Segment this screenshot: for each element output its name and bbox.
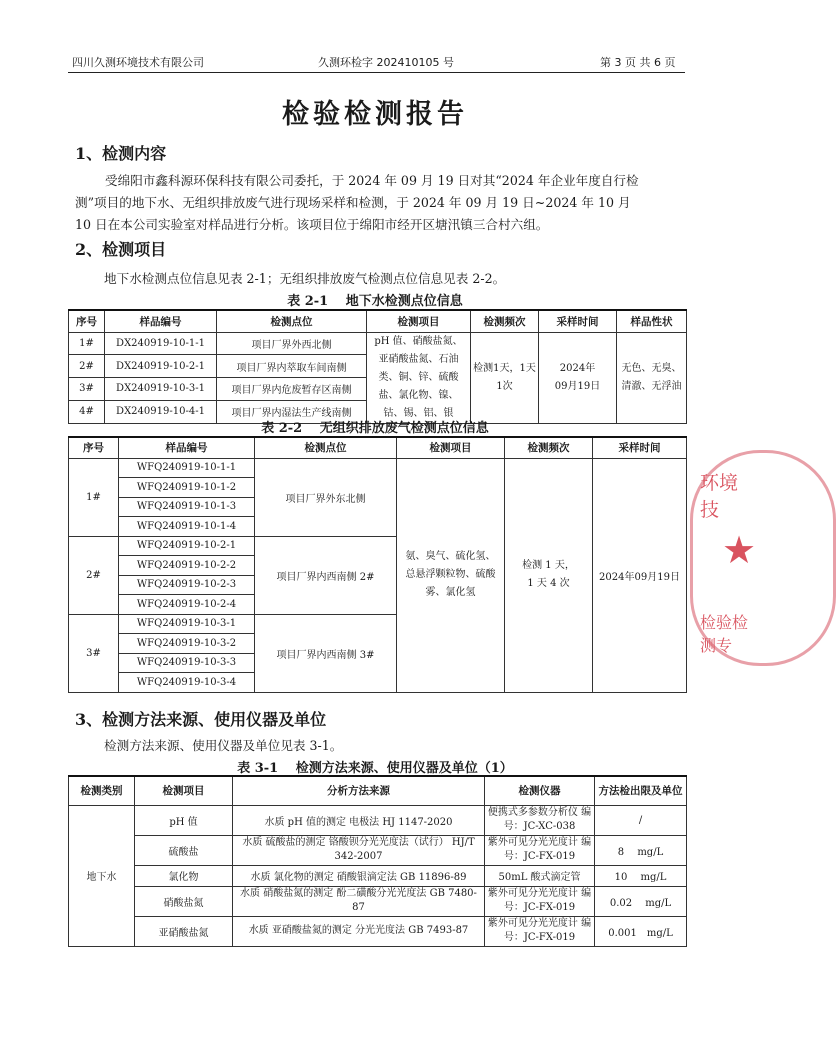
table-2-1-caption: 表 2-1 地下水检测点位信息: [287, 294, 463, 309]
t21-r3-no: 3#: [69, 378, 105, 401]
t31-head-method: 分析方法来源: [233, 776, 485, 805]
t22-g3-s1: WFQ240919-10-3-1: [119, 614, 255, 634]
t21-head-freq: 检测频次: [471, 310, 539, 332]
t21-head-sample: 样品编号: [105, 310, 217, 332]
t21-freq: 检测1天，1天1次: [471, 332, 539, 423]
t21-r4-sample: DX240919-10-4-1: [105, 400, 217, 423]
section-2-heading: 2、检测项目: [75, 240, 167, 259]
t22-head-date: 采样时间: [593, 437, 687, 458]
table-2-2-caption: 表 2-2 无组织排放废气检测点位信息: [261, 421, 489, 436]
t21-r2-no: 2#: [69, 355, 105, 378]
section-2-intro: 地下水检测点位信息见表 2-1；无组织排放废气检测点位信息见表 2-2。: [104, 271, 506, 286]
t21-r3-sample: DX240919-10-3-1: [105, 378, 217, 401]
seal-star-icon: ★: [722, 528, 757, 572]
t31-r3-item: 氯化物: [135, 865, 233, 886]
table-row: [69, 865, 687, 886]
t22-g2-no: 2#: [69, 536, 119, 614]
t22-g1-point: 项目厂界外东北侧: [255, 458, 397, 536]
table-2-2: [68, 436, 687, 693]
t31-r1-item: pH 值: [135, 805, 233, 835]
table-row: [69, 805, 687, 835]
table-row: [69, 332, 687, 355]
t22-g1-s2: WFQ240919-10-1-2: [119, 478, 255, 498]
t31-r3-limit: 10 mg/L: [595, 865, 687, 886]
table-3-1: [68, 775, 687, 947]
seal-text-top: 环境技: [700, 472, 739, 521]
t31-r1-limit: /: [595, 805, 687, 835]
t21-r2-sample: DX240919-10-2-1: [105, 355, 217, 378]
section-1-line-1: 受绵阳市鑫科源环保科技有限公司委托，于 2024 年 09 月 19 日对其“2024 年企业年度自行检: [105, 173, 639, 188]
t31-r1-method: 水质 pH 值的测定 电极法 HJ 1147-2020: [233, 805, 485, 835]
t22-g2-point: 项目厂界内西南侧 2#: [255, 536, 397, 614]
section-3-heading: 3、检测方法来源、使用仪器及单位: [75, 710, 327, 729]
t22-g3-point: 项目厂界内西南侧 3#: [255, 614, 397, 692]
section-1-heading: 1、检测内容: [75, 144, 167, 163]
t21-items: pH 值、硝酸盐氮、亚硝酸盐氮、石油类、铜、锌、硫酸盐、氯化物、镍、钴、锡、铝、银: [367, 332, 471, 423]
t22-head-point: 检测点位: [255, 437, 397, 458]
seal-text-bottom: 检验检测专: [700, 613, 749, 655]
t31-r1-instrument: 便携式多参数分析仪 编号：JC-XC-038: [485, 805, 595, 835]
t21-r1-no: 1#: [69, 332, 105, 355]
section-1-line-3: 10 日在本公司实验室对样品进行分析。该项目位于绵阳市经开区塘汛镇三合村六组。: [75, 217, 549, 232]
t31-r2-limit: 8 mg/L: [595, 835, 687, 865]
t31-r4-item: 硝酸盐氮: [135, 886, 233, 916]
section-3-intro: 检测方法来源、使用仪器及单位见表 3-1。: [104, 738, 343, 753]
header-divider: [68, 72, 685, 73]
t31-category: 地下水: [69, 805, 135, 946]
section-1-body: [75, 170, 695, 236]
t21-head-items: 检测项目: [367, 310, 471, 332]
t31-r2-item: 硫酸盐: [135, 835, 233, 865]
t31-r5-instrument: 紫外可见分光光度计 编号：JC-FX-019: [485, 916, 595, 946]
table-2-1: [68, 309, 687, 424]
t21-r4-no: 4#: [69, 400, 105, 423]
table-row: [69, 886, 687, 916]
t21-r4-point: 项目厂界内湿法生产线南侧: [217, 400, 367, 423]
header-page: 第 3 页 共 6 页: [600, 56, 676, 69]
t21-head-no: 序号: [69, 310, 105, 332]
t22-g3-no: 3#: [69, 614, 119, 692]
t22-head-sample: 样品编号: [119, 437, 255, 458]
t21-nature: 无色、无臭、清澈、无浮油: [617, 332, 687, 423]
t22-g3-s2: WFQ240919-10-3-2: [119, 634, 255, 654]
t21-date: 2024年 09月19日: [539, 332, 617, 423]
t31-r3-instrument: 50mL 酸式滴定管: [485, 865, 595, 886]
t22-g3-s4: WFQ240919-10-3-4: [119, 673, 255, 693]
t31-r3-method: 水质 氯化物的测定 硝酸银滴定法 GB 11896-89: [233, 865, 485, 886]
t31-head-category: 检测类别: [69, 776, 135, 805]
table-row: [69, 835, 687, 865]
table-row: [69, 458, 687, 478]
t22-g2-s3: WFQ240919-10-2-3: [119, 575, 255, 595]
header-company: 四川久测环境技术有限公司: [72, 56, 204, 69]
t22-g1-s4: WFQ240919-10-1-4: [119, 517, 255, 537]
t31-head-instrument: 检测仪器: [485, 776, 595, 805]
t31-r4-limit: 0.02 mg/L: [595, 886, 687, 916]
t22-head-no: 序号: [69, 437, 119, 458]
t31-head-item: 检测项目: [135, 776, 233, 805]
t22-g2-s1: WFQ240919-10-2-1: [119, 536, 255, 556]
t31-head-limit: 方法检出限及单位: [595, 776, 687, 805]
t31-r5-limit: 0.001 mg/L: [595, 916, 687, 946]
t22-g1-s1: WFQ240919-10-1-1: [119, 458, 255, 478]
t21-head-nature: 样品性状: [617, 310, 687, 332]
t31-r4-instrument: 紫外可见分光光度计 编号：JC-FX-019: [485, 886, 595, 916]
t31-r4-method: 水质 硝酸盐氮的测定 酚二磺酸分光光度法 GB 7480-87: [233, 886, 485, 916]
t22-g1-s3: WFQ240919-10-1-3: [119, 497, 255, 517]
t21-head-date: 采样时间: [539, 310, 617, 332]
t21-head-point: 检测点位: [217, 310, 367, 332]
t22-freq: 检测 1 天，1 天 4 次: [505, 458, 593, 692]
t21-r2-point: 项目厂界内萃取车间南侧: [217, 355, 367, 378]
t22-g2-s4: WFQ240919-10-2-4: [119, 595, 255, 615]
t31-r2-instrument: 紫外可见分光光度计 编号：JC-FX-019: [485, 835, 595, 865]
t31-r5-method: 水质 亚硝酸盐氮的测定 分光光度法 GB 7493-87: [233, 916, 485, 946]
header-report-no: 久测环检字 202410105 号: [318, 56, 454, 69]
section-1-line-2: 测”项目的地下水、无组织排放废气进行现场采样和检测，于 2024 年 09 月 19 日~2024 年 10 月: [75, 195, 631, 210]
t22-head-items: 检测项目: [397, 437, 505, 458]
table-row: [69, 916, 687, 946]
t21-r1-sample: DX240919-10-1-1: [105, 332, 217, 355]
t31-r2-method: 水质 硫酸盐的测定 铬酸钡分光光度法（试行） HJ/T 342-2007: [233, 835, 485, 865]
t31-r5-item: 亚硝酸盐氮: [135, 916, 233, 946]
t21-r3-point: 项目厂界内危废暂存区南侧: [217, 378, 367, 401]
t22-head-freq: 检测频次: [505, 437, 593, 458]
t22-g2-s2: WFQ240919-10-2-2: [119, 556, 255, 576]
t22-date: 2024年09月19日: [593, 458, 687, 692]
page-title: 检验检测报告: [282, 99, 468, 130]
t21-r1-point: 项目厂界外西北侧: [217, 332, 367, 355]
t22-g3-s3: WFQ240919-10-3-3: [119, 653, 255, 673]
t22-items: 氨、臭气、硫化氢、总悬浮颗粒物、硫酸雾、氯化氢: [397, 458, 505, 692]
t22-g1-no: 1#: [69, 458, 119, 536]
table-3-1-caption: 表 3-1 检测方法来源、使用仪器及单位（1）: [237, 761, 513, 776]
